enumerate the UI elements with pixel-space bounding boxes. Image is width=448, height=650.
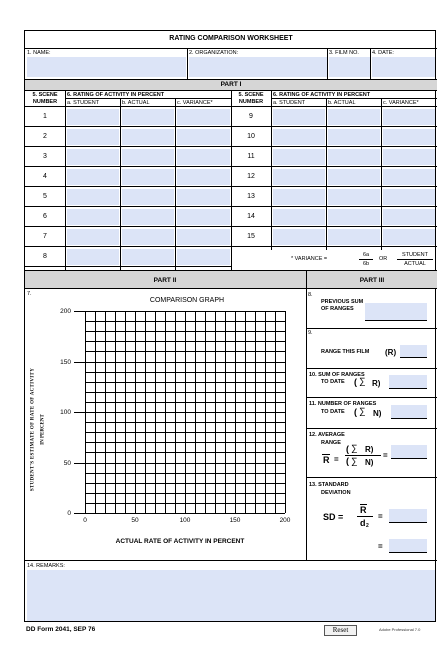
item8-label-1: PREVIOUS SUM bbox=[321, 299, 364, 305]
student-rating-field[interactable] bbox=[67, 209, 119, 225]
col-c-label-right: c. VARIANCE* bbox=[383, 100, 419, 106]
scene-number-label-left: NUMBER bbox=[32, 99, 58, 105]
scene-number-left: 7 bbox=[43, 233, 47, 240]
item9-number: 9. bbox=[308, 330, 313, 336]
organization-field[interactable] bbox=[189, 57, 327, 77]
y-tick-label: 0 bbox=[67, 510, 71, 517]
item13-label-2: DEVIATION bbox=[321, 490, 351, 496]
scene-number-right: 12 bbox=[247, 173, 255, 180]
item13-label-1: 13. STANDARD bbox=[309, 482, 349, 488]
item12-rbar: R bbox=[323, 455, 330, 465]
item13-equals: = bbox=[378, 512, 383, 521]
variance-field[interactable] bbox=[177, 209, 230, 225]
actual-rating-field[interactable] bbox=[122, 149, 174, 165]
y-tick-mark bbox=[74, 463, 85, 464]
item10-symbol: R) bbox=[372, 379, 381, 388]
reset-button[interactable]: Reset bbox=[324, 625, 357, 636]
variance-field[interactable] bbox=[177, 229, 230, 245]
scene-label-right: 5. SCENE bbox=[238, 92, 264, 98]
y-tick-label: 50 bbox=[63, 459, 71, 467]
part1-title: PART I bbox=[220, 81, 242, 88]
y-axis-sublabel: IN PERCENT bbox=[40, 414, 46, 445]
y-tick-label: 100 bbox=[60, 409, 71, 416]
date-field[interactable] bbox=[372, 57, 435, 77]
actual-rating-field[interactable] bbox=[328, 189, 380, 205]
item11-label-1: 11. NUMBER OF RANGES bbox=[309, 401, 377, 407]
y-tick-label: 150 bbox=[60, 358, 71, 366]
y-tick-mark bbox=[74, 412, 85, 413]
part2-title: PART II bbox=[153, 277, 177, 284]
y-tick-mark bbox=[74, 362, 85, 363]
variance-or: OR bbox=[379, 256, 388, 262]
rating-label-left: 6. RATING OF ACTIVITY IN PERCENT bbox=[67, 92, 165, 98]
item10-label-1: 10. SUM OF RANGES bbox=[309, 372, 365, 378]
actual-rating-field[interactable] bbox=[122, 229, 174, 245]
item9-symbol: (R) bbox=[385, 348, 397, 357]
actual-rating-field[interactable] bbox=[328, 209, 380, 225]
y-axis-label: STUDENT'S ESTIMATE OF RATE OF ACTIVITY bbox=[30, 367, 36, 492]
col-a-label-left: a. STUDENT bbox=[67, 100, 100, 106]
x-tick-label: 0 bbox=[83, 517, 87, 524]
student-rating-field[interactable] bbox=[67, 149, 119, 165]
form-title: RATING COMPARISON WORKSHEET bbox=[169, 35, 293, 42]
item13-sd: SD = bbox=[323, 512, 344, 522]
variance-actual: ACTUAL bbox=[404, 261, 426, 267]
scene-label-left: 5. SCENE bbox=[32, 92, 58, 98]
previous-sum-field[interactable] bbox=[365, 303, 427, 320]
scene-number-right: 11 bbox=[247, 153, 255, 160]
variance-field[interactable] bbox=[383, 169, 435, 185]
actual-rating-field[interactable] bbox=[122, 189, 174, 205]
scene-number-right: 10 bbox=[247, 133, 255, 140]
student-rating-field[interactable] bbox=[273, 189, 325, 205]
variance-field[interactable] bbox=[177, 109, 230, 125]
name-field[interactable] bbox=[27, 57, 186, 77]
variance-field[interactable] bbox=[383, 149, 435, 165]
date-label: 4. DATE: bbox=[372, 50, 394, 56]
item13-equals-2: = bbox=[378, 542, 383, 551]
item8-label-2: OF RANGES bbox=[321, 306, 354, 312]
actual-rating-field[interactable] bbox=[122, 209, 174, 225]
scene-number-right: 15 bbox=[247, 233, 255, 240]
scene-number-left: 1 bbox=[43, 113, 47, 120]
variance-denominator: 6b bbox=[362, 261, 370, 267]
item8-number: 8. bbox=[308, 292, 313, 298]
form-id: DD Form 2041, SEP 76 bbox=[26, 626, 96, 633]
student-rating-field[interactable] bbox=[67, 129, 119, 145]
variance-field[interactable] bbox=[383, 129, 435, 145]
range-this-film-field[interactable] bbox=[400, 345, 427, 357]
scene-number-label-right: NUMBER bbox=[238, 99, 264, 105]
grid-horizontal-line bbox=[85, 503, 285, 504]
grid-vertical-line bbox=[275, 311, 276, 513]
col-a-label-right: a. STUDENT bbox=[273, 100, 306, 106]
graph-title: COMPARISON GRAPH bbox=[149, 297, 225, 304]
remarks-label: 14. REMARKS: bbox=[27, 563, 65, 569]
variance-numerator: 6a bbox=[362, 252, 370, 258]
scene-number-left: 5 bbox=[43, 193, 47, 200]
scene-number-left: 6 bbox=[43, 213, 47, 220]
variance-note: * VARIANCE = bbox=[291, 256, 328, 262]
item10-label-2: TO DATE bbox=[321, 379, 345, 385]
student-rating-field[interactable] bbox=[273, 209, 325, 225]
sum-of-ranges-field[interactable] bbox=[389, 375, 427, 388]
item12-equals: = bbox=[334, 455, 339, 464]
item9-label: RANGE THIS FILM bbox=[321, 349, 370, 355]
actual-rating-field[interactable] bbox=[328, 229, 380, 245]
grid-vertical-line bbox=[265, 311, 266, 513]
item13-rbar: R bbox=[360, 505, 367, 515]
grid-vertical-line bbox=[285, 311, 286, 513]
item12-label-1: 12. AVERAGE bbox=[309, 432, 345, 438]
col-c-label-left: c. VARIANCE* bbox=[177, 100, 213, 106]
variance-field[interactable] bbox=[177, 169, 230, 185]
x-tick-label: 200 bbox=[279, 517, 291, 524]
grid-horizontal-line bbox=[85, 483, 285, 484]
scene-number-left: 2 bbox=[43, 133, 47, 140]
standard-deviation-field[interactable] bbox=[389, 509, 427, 522]
scene-number-right: 9 bbox=[249, 113, 253, 120]
student-rating-field[interactable] bbox=[273, 229, 325, 245]
student-rating-field[interactable] bbox=[67, 229, 119, 245]
scene-number-left: 4 bbox=[43, 173, 47, 180]
film-number-field[interactable] bbox=[329, 57, 370, 77]
remarks-field[interactable] bbox=[27, 570, 435, 621]
item7-label: 7. bbox=[27, 291, 32, 297]
student-rating-field[interactable] bbox=[67, 109, 119, 125]
part3-title: PART III bbox=[359, 277, 385, 284]
variance-field[interactable] bbox=[177, 189, 230, 205]
grid-horizontal-line bbox=[85, 513, 285, 514]
student-rating-field[interactable] bbox=[273, 169, 325, 185]
adobe-version: Adobe Professional 7.0 bbox=[379, 627, 421, 632]
standard-deviation-result-field[interactable] bbox=[389, 539, 427, 552]
item12-sigma-bottom-icon: ∑ bbox=[351, 456, 358, 466]
col-b-label-left: b. ACTUAL bbox=[122, 100, 150, 106]
item13-d-subscript: 2 bbox=[366, 523, 369, 529]
worksheet-form bbox=[24, 30, 436, 622]
item11-paren: ( bbox=[354, 407, 357, 417]
item11-symbol: N) bbox=[373, 409, 382, 418]
film-number-label: 3. FILM NO. bbox=[329, 50, 359, 56]
scene-number-left: 8 bbox=[43, 253, 47, 260]
variance-field[interactable] bbox=[177, 129, 230, 145]
student-rating-field[interactable] bbox=[273, 109, 325, 125]
x-tick-label: 150 bbox=[229, 517, 241, 524]
item12-label-2: RANGE bbox=[321, 440, 341, 446]
variance-student: STUDENT bbox=[402, 252, 428, 258]
actual-rating-field[interactable] bbox=[122, 169, 174, 185]
rating-label-right: 6. RATING OF ACTIVITY IN PERCENT bbox=[273, 92, 371, 98]
item12-r-symbol: R) bbox=[365, 445, 374, 454]
student-rating-field[interactable] bbox=[273, 149, 325, 165]
actual-rating-field[interactable] bbox=[328, 129, 380, 145]
scene-number-right: 14 bbox=[247, 213, 255, 220]
col-b-label-right: b. ACTUAL bbox=[328, 100, 356, 106]
student-rating-field[interactable] bbox=[273, 129, 325, 145]
organization-label: 2. ORGANIZATION: bbox=[189, 50, 239, 56]
student-rating-field[interactable] bbox=[67, 169, 119, 185]
y-tick-label: 200 bbox=[60, 308, 71, 315]
comparison-graph-grid[interactable] bbox=[85, 311, 285, 513]
actual-rating-field[interactable] bbox=[122, 249, 174, 265]
item11-sigma-icon: ∑ bbox=[359, 406, 366, 416]
variance-field[interactable] bbox=[383, 109, 435, 125]
variance-field[interactable] bbox=[177, 249, 230, 265]
variance-field[interactable] bbox=[177, 149, 230, 165]
x-tick-label: 50 bbox=[131, 517, 139, 524]
item10-sigma-icon: ∑ bbox=[359, 376, 366, 386]
variance-field[interactable] bbox=[383, 229, 435, 245]
item12-paren-bottom: ( bbox=[346, 456, 349, 466]
student-rating-field[interactable] bbox=[67, 189, 119, 205]
item12-paren-top: ( bbox=[346, 444, 349, 454]
student-rating-field[interactable] bbox=[67, 249, 119, 265]
actual-rating-field[interactable] bbox=[122, 129, 174, 145]
x-axis-label: ACTUAL RATE OF ACTIVITY IN PERCENT bbox=[115, 538, 245, 545]
y-tick-mark bbox=[74, 311, 85, 312]
y-tick-mark bbox=[74, 513, 85, 514]
actual-rating-field[interactable] bbox=[328, 169, 380, 185]
variance-field[interactable] bbox=[383, 209, 435, 225]
x-tick-label: 100 bbox=[179, 517, 191, 524]
variance-field[interactable] bbox=[383, 189, 435, 205]
item12-n-symbol: N) bbox=[365, 458, 374, 467]
actual-rating-field[interactable] bbox=[328, 149, 380, 165]
actual-rating-field[interactable] bbox=[122, 109, 174, 125]
average-range-field[interactable] bbox=[391, 445, 427, 458]
actual-rating-field[interactable] bbox=[328, 109, 380, 125]
scene-number-right: 13 bbox=[247, 193, 255, 200]
item11-label-2: TO DATE bbox=[321, 409, 345, 415]
number-of-ranges-field[interactable] bbox=[391, 405, 427, 418]
grid-horizontal-line bbox=[85, 493, 285, 494]
name-label: 1. NAME: bbox=[27, 50, 51, 56]
item12-equals-2: = bbox=[383, 451, 388, 460]
item13-d: d bbox=[360, 518, 366, 528]
scene-number-left: 3 bbox=[43, 153, 47, 160]
item12-sigma-top-icon: ∑ bbox=[351, 443, 358, 453]
item10-paren: ( bbox=[354, 377, 357, 387]
